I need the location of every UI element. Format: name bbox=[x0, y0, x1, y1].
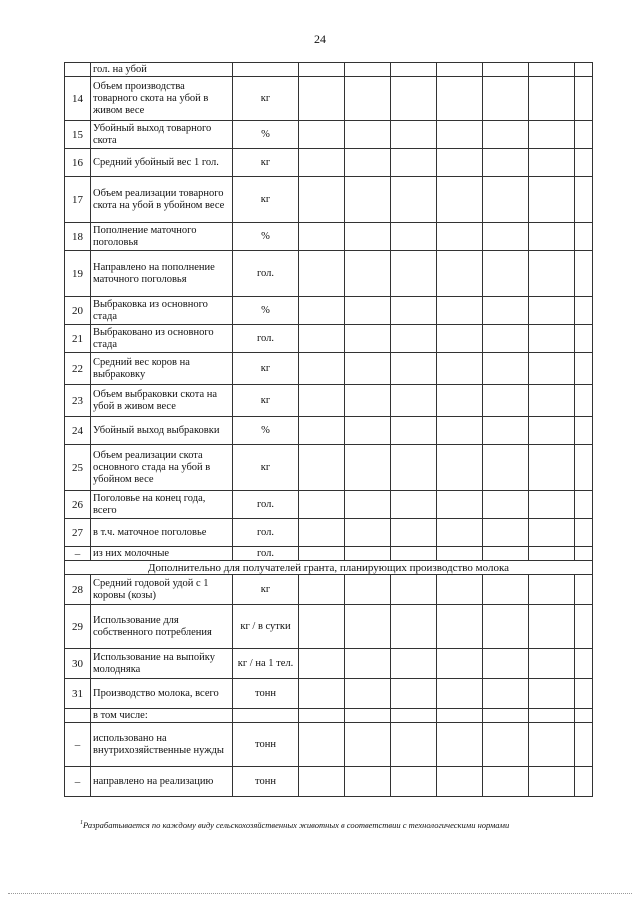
value-cell bbox=[575, 519, 593, 547]
value-cell bbox=[575, 177, 593, 223]
value-cell bbox=[529, 417, 575, 445]
value-cell bbox=[483, 63, 529, 77]
value-cell bbox=[437, 519, 483, 547]
table-row bbox=[65, 723, 593, 767]
value-cell bbox=[345, 77, 391, 121]
indicator-name: гол. на убой bbox=[91, 63, 233, 77]
row-number: 22 bbox=[65, 353, 91, 385]
value-cell bbox=[575, 547, 593, 561]
value-cell bbox=[529, 709, 575, 723]
unit-cell: тонн bbox=[233, 767, 299, 797]
value-cell bbox=[483, 297, 529, 325]
unit-cell: кг bbox=[233, 177, 299, 223]
unit-cell: кг bbox=[233, 575, 299, 605]
value-cell bbox=[345, 223, 391, 251]
indicator-name: Средний вес коров на выбраковку bbox=[91, 353, 233, 385]
value-cell bbox=[299, 385, 345, 417]
value-cell bbox=[575, 445, 593, 491]
indicator-name: направлено на реализацию bbox=[91, 767, 233, 797]
value-cell bbox=[483, 547, 529, 561]
value-cell bbox=[483, 385, 529, 417]
indicator-name: Выбраковка из основного стада bbox=[91, 297, 233, 325]
plan-table bbox=[64, 62, 593, 797]
value-cell bbox=[575, 251, 593, 297]
value-cell bbox=[437, 709, 483, 723]
value-cell bbox=[529, 251, 575, 297]
value-cell bbox=[575, 223, 593, 251]
value-cell bbox=[483, 251, 529, 297]
row-number: – bbox=[65, 767, 91, 797]
unit-cell: кг bbox=[233, 385, 299, 417]
unit-cell: гол. bbox=[233, 251, 299, 297]
value-cell bbox=[483, 767, 529, 797]
value-cell bbox=[437, 353, 483, 385]
value-cell bbox=[345, 353, 391, 385]
row-number: 20 bbox=[65, 297, 91, 325]
value-cell bbox=[483, 519, 529, 547]
value-cell bbox=[529, 519, 575, 547]
value-cell bbox=[483, 77, 529, 121]
table-row bbox=[65, 353, 593, 385]
value-cell bbox=[483, 177, 529, 223]
value-cell bbox=[299, 649, 345, 679]
value-cell bbox=[483, 709, 529, 723]
row-number: 30 bbox=[65, 649, 91, 679]
value-cell bbox=[483, 325, 529, 353]
value-cell bbox=[391, 417, 437, 445]
table-row bbox=[65, 575, 593, 605]
row-number: 24 bbox=[65, 417, 91, 445]
indicator-name: Объем выбраковки скота на убой в живом весе bbox=[91, 385, 233, 417]
value-cell bbox=[483, 417, 529, 445]
value-cell bbox=[299, 63, 345, 77]
row-number: 14 bbox=[65, 77, 91, 121]
value-cell bbox=[575, 767, 593, 797]
unit-cell: гол. bbox=[233, 491, 299, 519]
value-cell bbox=[299, 223, 345, 251]
value-cell bbox=[391, 251, 437, 297]
value-cell bbox=[575, 385, 593, 417]
table-row bbox=[65, 223, 593, 251]
row-number: 26 bbox=[65, 491, 91, 519]
table-row bbox=[65, 149, 593, 177]
value-cell bbox=[391, 121, 437, 149]
value-cell bbox=[299, 417, 345, 445]
row-number: 16 bbox=[65, 149, 91, 177]
section-row bbox=[65, 561, 593, 575]
table-row bbox=[65, 177, 593, 223]
value-cell bbox=[345, 679, 391, 709]
table-row bbox=[65, 417, 593, 445]
value-cell bbox=[391, 491, 437, 519]
value-cell bbox=[529, 547, 575, 561]
value-cell bbox=[437, 547, 483, 561]
value-cell bbox=[299, 767, 345, 797]
unit-cell: кг / на 1 тел. bbox=[233, 649, 299, 679]
value-cell bbox=[437, 445, 483, 491]
value-cell bbox=[483, 575, 529, 605]
value-cell bbox=[345, 519, 391, 547]
indicator-name: Убойный выход товарного скота bbox=[91, 121, 233, 149]
value-cell bbox=[437, 575, 483, 605]
table-row bbox=[65, 77, 593, 121]
value-cell bbox=[437, 77, 483, 121]
indicator-name: в т.ч. маточное поголовье bbox=[91, 519, 233, 547]
value-cell bbox=[391, 223, 437, 251]
value-cell bbox=[575, 63, 593, 77]
row-number: 31 bbox=[65, 679, 91, 709]
value-cell bbox=[299, 121, 345, 149]
table-row bbox=[65, 297, 593, 325]
value-cell bbox=[575, 491, 593, 519]
value-cell bbox=[345, 491, 391, 519]
value-cell bbox=[529, 723, 575, 767]
value-cell bbox=[483, 723, 529, 767]
table-row bbox=[65, 709, 593, 723]
value-cell bbox=[437, 121, 483, 149]
value-cell bbox=[345, 417, 391, 445]
value-cell bbox=[299, 77, 345, 121]
value-cell bbox=[575, 417, 593, 445]
footnote-mark: 1 bbox=[80, 820, 83, 826]
value-cell bbox=[345, 121, 391, 149]
indicator-name: Использование для собственного потребления bbox=[91, 605, 233, 649]
indicator-name: в том числе: bbox=[91, 709, 233, 723]
table-row bbox=[65, 767, 593, 797]
value-cell bbox=[529, 121, 575, 149]
value-cell bbox=[575, 605, 593, 649]
value-cell bbox=[345, 63, 391, 77]
value-cell bbox=[529, 177, 575, 223]
value-cell bbox=[529, 575, 575, 605]
value-cell bbox=[345, 149, 391, 177]
unit-cell: кг bbox=[233, 353, 299, 385]
value-cell bbox=[529, 149, 575, 177]
row-number: 19 bbox=[65, 251, 91, 297]
table-row bbox=[65, 63, 593, 77]
value-cell bbox=[391, 385, 437, 417]
value-cell bbox=[529, 325, 575, 353]
value-cell bbox=[483, 491, 529, 519]
table-row bbox=[65, 491, 593, 519]
value-cell bbox=[529, 767, 575, 797]
unit-cell: кг / в сутки bbox=[233, 605, 299, 649]
row-number bbox=[65, 63, 91, 77]
table-body-bottom bbox=[65, 575, 593, 797]
table-row bbox=[65, 445, 593, 491]
row-number: 18 bbox=[65, 223, 91, 251]
indicator-name: Пополнение маточного поголовья bbox=[91, 223, 233, 251]
unit-cell: тонн bbox=[233, 723, 299, 767]
value-cell bbox=[391, 575, 437, 605]
indicator-name: Использование на выпойку молодняка bbox=[91, 649, 233, 679]
indicator-name: использовано на внутрихозяйственные нужды bbox=[91, 723, 233, 767]
value-cell bbox=[575, 575, 593, 605]
indicator-name: Производство молока, всего bbox=[91, 679, 233, 709]
value-cell bbox=[299, 353, 345, 385]
value-cell bbox=[437, 723, 483, 767]
value-cell bbox=[299, 519, 345, 547]
value-cell bbox=[391, 149, 437, 177]
value-cell bbox=[529, 679, 575, 709]
value-cell bbox=[575, 709, 593, 723]
value-cell bbox=[299, 575, 345, 605]
value-cell bbox=[345, 649, 391, 679]
row-number: 25 bbox=[65, 445, 91, 491]
value-cell bbox=[345, 325, 391, 353]
value-cell bbox=[575, 723, 593, 767]
value-cell bbox=[437, 177, 483, 223]
unit-cell: гол. bbox=[233, 519, 299, 547]
value-cell bbox=[575, 77, 593, 121]
value-cell bbox=[391, 297, 437, 325]
value-cell bbox=[575, 121, 593, 149]
value-cell bbox=[391, 709, 437, 723]
value-cell bbox=[483, 223, 529, 251]
value-cell bbox=[437, 223, 483, 251]
unit-cell: кг bbox=[233, 445, 299, 491]
value-cell bbox=[391, 325, 437, 353]
value-cell bbox=[437, 417, 483, 445]
value-cell bbox=[483, 149, 529, 177]
value-cell bbox=[483, 605, 529, 649]
table-row bbox=[65, 649, 593, 679]
value-cell bbox=[437, 63, 483, 77]
value-cell bbox=[529, 385, 575, 417]
unit-cell: гол. bbox=[233, 325, 299, 353]
value-cell bbox=[299, 491, 345, 519]
value-cell bbox=[437, 385, 483, 417]
value-cell bbox=[345, 445, 391, 491]
value-cell bbox=[299, 177, 345, 223]
unit-cell: гол. bbox=[233, 547, 299, 561]
value-cell bbox=[437, 679, 483, 709]
value-cell bbox=[483, 679, 529, 709]
value-cell bbox=[299, 445, 345, 491]
value-cell bbox=[575, 679, 593, 709]
table-row bbox=[65, 605, 593, 649]
value-cell bbox=[299, 251, 345, 297]
value-cell bbox=[483, 353, 529, 385]
indicator-name: Объем реализации скота основного стада на убой в убойном весе bbox=[91, 445, 233, 491]
table-section bbox=[65, 561, 593, 575]
value-cell bbox=[391, 63, 437, 77]
value-cell bbox=[391, 679, 437, 709]
indicator-name: Поголовье на конец года, всего bbox=[91, 491, 233, 519]
table-row bbox=[65, 121, 593, 149]
value-cell bbox=[391, 547, 437, 561]
value-cell bbox=[483, 445, 529, 491]
value-cell bbox=[437, 767, 483, 797]
value-cell bbox=[437, 491, 483, 519]
value-cell bbox=[575, 297, 593, 325]
table-row bbox=[65, 251, 593, 297]
indicator-name: Убойный выход выбраковки bbox=[91, 417, 233, 445]
row-number: – bbox=[65, 547, 91, 561]
value-cell bbox=[299, 709, 345, 723]
row-number: 15 bbox=[65, 121, 91, 149]
value-cell bbox=[391, 767, 437, 797]
value-cell bbox=[391, 353, 437, 385]
value-cell bbox=[299, 547, 345, 561]
value-cell bbox=[437, 149, 483, 177]
indicator-name: Объем производства товарного скота на убой в живом весе bbox=[91, 77, 233, 121]
value-cell bbox=[437, 649, 483, 679]
unit-cell: кг bbox=[233, 77, 299, 121]
table-row bbox=[65, 519, 593, 547]
value-cell bbox=[529, 223, 575, 251]
value-cell bbox=[299, 325, 345, 353]
indicator-name: Объем реализации товарного скота на убой в убойном весе bbox=[91, 177, 233, 223]
indicator-name: Средний убойный вес 1 гол. bbox=[91, 149, 233, 177]
section-title: Дополнительно для получателей гранта, планирующих производство молока bbox=[65, 561, 593, 575]
value-cell bbox=[529, 445, 575, 491]
value-cell bbox=[437, 297, 483, 325]
value-cell bbox=[391, 177, 437, 223]
value-cell bbox=[437, 605, 483, 649]
footnote-text: Разрабатывается по каждому виду сельскохозяйственных животных в соответствии с технологическими нормами bbox=[83, 819, 510, 830]
indicator-name: Выбраковано из основного стада bbox=[91, 325, 233, 353]
table-row bbox=[65, 679, 593, 709]
table-row bbox=[65, 325, 593, 353]
value-cell bbox=[391, 445, 437, 491]
row-number: 23 bbox=[65, 385, 91, 417]
row-number: 28 bbox=[65, 575, 91, 605]
value-cell bbox=[391, 519, 437, 547]
page-number: 24 bbox=[314, 32, 326, 46]
unit-cell bbox=[233, 709, 299, 723]
unit-cell: % bbox=[233, 417, 299, 445]
unit-cell: кг bbox=[233, 149, 299, 177]
row-number: 21 bbox=[65, 325, 91, 353]
value-cell bbox=[299, 297, 345, 325]
value-cell bbox=[345, 385, 391, 417]
value-cell bbox=[529, 491, 575, 519]
value-cell bbox=[391, 605, 437, 649]
value-cell bbox=[345, 605, 391, 649]
row-number: 17 bbox=[65, 177, 91, 223]
row-number: 27 bbox=[65, 519, 91, 547]
unit-cell bbox=[233, 63, 299, 77]
indicator-name: Направлено на пополнение маточного поголовья bbox=[91, 251, 233, 297]
value-cell bbox=[345, 547, 391, 561]
value-cell bbox=[529, 77, 575, 121]
value-cell bbox=[437, 325, 483, 353]
row-number: – bbox=[65, 723, 91, 767]
value-cell bbox=[345, 297, 391, 325]
value-cell bbox=[345, 251, 391, 297]
bottom-divider bbox=[8, 893, 632, 894]
value-cell bbox=[299, 679, 345, 709]
unit-cell: % bbox=[233, 297, 299, 325]
indicator-name: Средний годовой удой с 1 коровы (козы) bbox=[91, 575, 233, 605]
value-cell bbox=[345, 709, 391, 723]
value-cell bbox=[529, 63, 575, 77]
value-cell bbox=[345, 575, 391, 605]
value-cell bbox=[391, 723, 437, 767]
table-row bbox=[65, 385, 593, 417]
table-row bbox=[65, 547, 593, 561]
unit-cell: % bbox=[233, 223, 299, 251]
value-cell bbox=[391, 77, 437, 121]
value-cell bbox=[299, 723, 345, 767]
unit-cell: % bbox=[233, 121, 299, 149]
value-cell bbox=[575, 649, 593, 679]
value-cell bbox=[575, 149, 593, 177]
value-cell bbox=[437, 251, 483, 297]
unit-cell: тонн bbox=[233, 679, 299, 709]
row-number: 29 bbox=[65, 605, 91, 649]
value-cell bbox=[529, 353, 575, 385]
table-body-top bbox=[65, 63, 593, 561]
value-cell bbox=[299, 605, 345, 649]
value-cell bbox=[575, 325, 593, 353]
footnote bbox=[80, 818, 600, 830]
value-cell bbox=[529, 605, 575, 649]
indicator-name: из них молочные bbox=[91, 547, 233, 561]
value-cell bbox=[575, 353, 593, 385]
value-cell bbox=[529, 297, 575, 325]
value-cell bbox=[483, 121, 529, 149]
value-cell bbox=[391, 649, 437, 679]
value-cell bbox=[483, 649, 529, 679]
row-number bbox=[65, 709, 91, 723]
value-cell bbox=[299, 149, 345, 177]
value-cell bbox=[345, 767, 391, 797]
value-cell bbox=[529, 649, 575, 679]
value-cell bbox=[345, 177, 391, 223]
value-cell bbox=[345, 723, 391, 767]
